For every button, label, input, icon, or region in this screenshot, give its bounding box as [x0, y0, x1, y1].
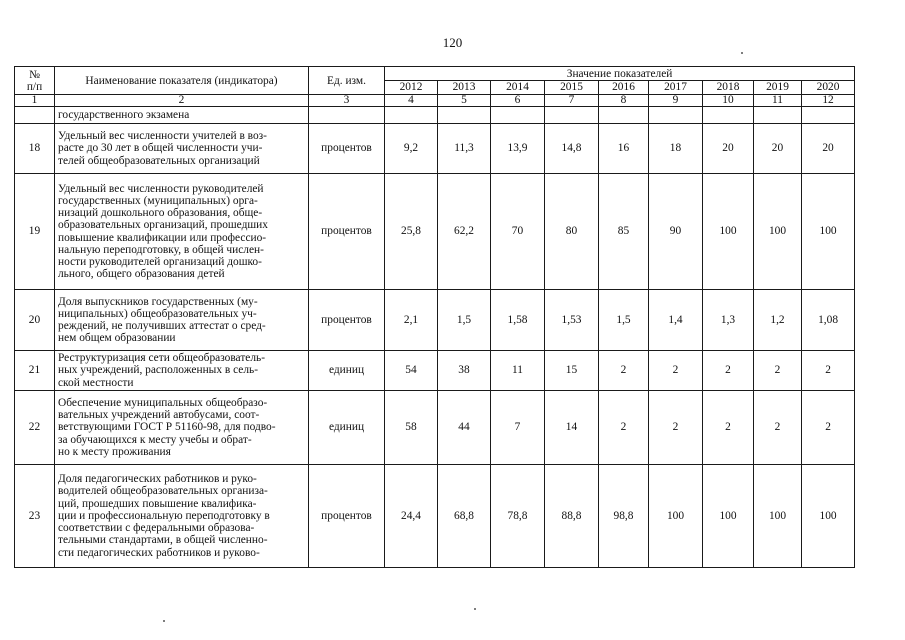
cell-value: 1,3 [703, 290, 754, 351]
cell-value: 2 [703, 351, 754, 391]
column-index: 7 [545, 95, 599, 107]
header-year: 2017 [649, 81, 703, 95]
cell-value: 25,8 [385, 174, 438, 290]
cell-value: 18 [649, 124, 703, 174]
cell-value [649, 107, 703, 124]
cell-value: 14,8 [545, 124, 599, 174]
cell-value: 16 [599, 124, 649, 174]
cell-value: 1,53 [545, 290, 599, 351]
header-row-1 [15, 67, 855, 81]
cell-unit: процентов [309, 465, 385, 568]
header-year: 2013 [438, 81, 491, 95]
column-index: 10 [703, 95, 754, 107]
header-values-group: Значение показателей [385, 67, 855, 81]
cell-value: 1,5 [438, 290, 491, 351]
cell-value: 13,9 [491, 124, 545, 174]
cell-value: 20 [802, 124, 855, 174]
column-index: 4 [385, 95, 438, 107]
cell-value: 70 [491, 174, 545, 290]
cell-unit: процентов [309, 124, 385, 174]
cell-name: Доля педагогических работников и руко- водителей общеобразовательных организа- ций, прошедших повышение квалифика- ции и профессиональную переподготовку в соответствии с федеральными образова- тельными стандартами, в общей численно- сти педагогических работников и руково- [55, 465, 309, 568]
table-row [15, 391, 855, 465]
cell-num: 18 [15, 124, 55, 174]
column-index-row [15, 95, 855, 107]
header-year: 2012 [385, 81, 438, 95]
column-index: 11 [754, 95, 802, 107]
column-index: 8 [599, 95, 649, 107]
table-row [15, 290, 855, 351]
cell-value: 90 [649, 174, 703, 290]
cell-unit: процентов [309, 174, 385, 290]
cell-name: Удельный вес численности руководителей государственных (муниципальных) орга- низаций дошкольного образования, обще- образовательных организаций, прошедших повышение квалификации или профессио- нальную переподготовку, в общей числен- ности руководителей организаций дошко- льного, общего образования детей [55, 174, 309, 290]
column-index: 12 [802, 95, 855, 107]
cell-value: 54 [385, 351, 438, 391]
cell-value: 78,8 [491, 465, 545, 568]
continuation-row [15, 107, 855, 124]
cell-value: 100 [754, 174, 802, 290]
cell-value: 1,5 [599, 290, 649, 351]
cell-value: 2 [754, 351, 802, 391]
cell-value: 15 [545, 351, 599, 391]
cell-value: 100 [703, 174, 754, 290]
cell-value: 100 [703, 465, 754, 568]
cell-value [599, 107, 649, 124]
cell-value: 2 [754, 391, 802, 465]
cell-value: 20 [754, 124, 802, 174]
cell-value [545, 107, 599, 124]
cell-unit: единиц [309, 391, 385, 465]
table-row [15, 351, 855, 391]
scan-speck [163, 620, 165, 622]
cell-value: 68,8 [438, 465, 491, 568]
cell-value [802, 107, 855, 124]
cell-value: 2 [703, 391, 754, 465]
cell-value: 14 [545, 391, 599, 465]
cell-value: 2 [599, 351, 649, 391]
cell-value [385, 107, 438, 124]
cell-value: 100 [802, 174, 855, 290]
cell-value: 62,2 [438, 174, 491, 290]
column-index: 3 [309, 95, 385, 107]
cell-value [754, 107, 802, 124]
indicators-table [14, 66, 855, 568]
cell-name: Реструктуризация сети общеобразователь- ных учреждений, расположенных в сель- ской местности [55, 351, 309, 391]
cell-value: 1,08 [802, 290, 855, 351]
cell-unit: процентов [309, 290, 385, 351]
header-num: № п/п [15, 67, 55, 95]
cell-value: 2 [599, 391, 649, 465]
cell-num: 20 [15, 290, 55, 351]
cell-name: Удельный вес численности учителей в воз- расте до 30 лет в общей численности учи- телей общеобразовательных организаций [55, 124, 309, 174]
cell-value: 58 [385, 391, 438, 465]
cell-num: 19 [15, 174, 55, 290]
column-index: 9 [649, 95, 703, 107]
header-year: 2020 [802, 81, 855, 95]
cell-value: 88,8 [545, 465, 599, 568]
column-index: 6 [491, 95, 545, 107]
cell-value: 11,3 [438, 124, 491, 174]
cell-value: 98,8 [599, 465, 649, 568]
column-index: 5 [438, 95, 491, 107]
header-name: Наименование показателя (индикатора) [55, 67, 309, 95]
table-row [15, 174, 855, 290]
cell-value: 2,1 [385, 290, 438, 351]
cell-value: 85 [599, 174, 649, 290]
cell-value: 100 [802, 465, 855, 568]
cell-value [491, 107, 545, 124]
cell-value: 100 [649, 465, 703, 568]
cell-num [15, 107, 55, 124]
column-index: 1 [15, 95, 55, 107]
cell-value: 2 [802, 391, 855, 465]
header-year: 2015 [545, 81, 599, 95]
column-index: 2 [55, 95, 309, 107]
cell-value: 1,4 [649, 290, 703, 351]
cell-value [703, 107, 754, 124]
header-year: 2018 [703, 81, 754, 95]
cell-value: 2 [649, 351, 703, 391]
scan-speck [474, 608, 476, 610]
cell-value: 2 [649, 391, 703, 465]
header-unit: Ед. изм. [309, 67, 385, 95]
cell-value: 100 [754, 465, 802, 568]
cell-value: 80 [545, 174, 599, 290]
cell-num: 22 [15, 391, 55, 465]
header-year: 2016 [599, 81, 649, 95]
header-year: 2014 [491, 81, 545, 95]
table-row [15, 465, 855, 568]
cell-value: 38 [438, 351, 491, 391]
page-number: 120 [442, 35, 463, 50]
cell-name: государственного экзамена [55, 107, 309, 124]
cell-unit: единиц [309, 351, 385, 391]
cell-value: 7 [491, 391, 545, 465]
cell-name: Доля выпускников государственных (му- ниципальных) общеобразовательных уч- реждений, не получивших аттестат о сред- нем общем образовании [55, 290, 309, 351]
cell-value: 44 [438, 391, 491, 465]
cell-value: 2 [802, 351, 855, 391]
cell-unit [309, 107, 385, 124]
cell-value: 1,58 [491, 290, 545, 351]
header-year: 2019 [754, 81, 802, 95]
cell-num: 21 [15, 351, 55, 391]
scan-speck [741, 52, 743, 54]
cell-value: 1,2 [754, 290, 802, 351]
cell-num: 23 [15, 465, 55, 568]
cell-name: Обеспечение муниципальных общеобразо- вательных учреждений автобусами, соот- ветствующими ГОСТ Р 51160-98, для подво- за обучающихся к месту учебы и обрат- но к месту проживания [55, 391, 309, 465]
cell-value: 24,4 [385, 465, 438, 568]
cell-value: 11 [491, 351, 545, 391]
cell-value: 9,2 [385, 124, 438, 174]
cell-value [438, 107, 491, 124]
table-row [15, 124, 855, 174]
cell-value: 20 [703, 124, 754, 174]
